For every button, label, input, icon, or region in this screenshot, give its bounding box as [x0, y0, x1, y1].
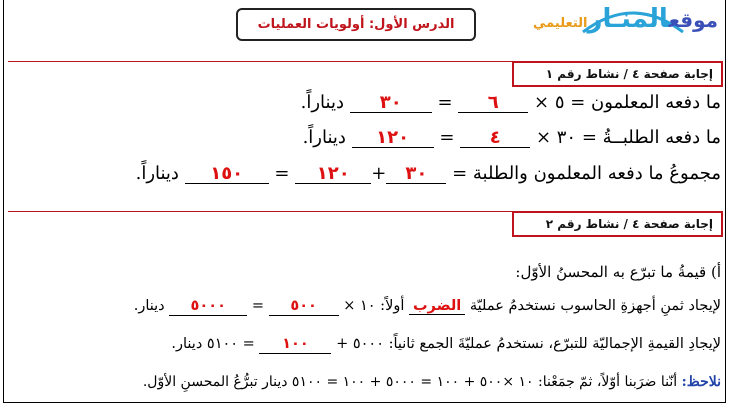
logo-text: [533, 4, 718, 34]
s1-line-1: [301, 92, 721, 114]
s2-l1-answer-2: ٥٠٠٠: [169, 297, 247, 316]
s2-l1-suffix: دينار.: [133, 298, 165, 314]
s2-line-1: [134, 295, 721, 317]
logo-part-1: موقع: [668, 8, 718, 32]
s1-l3-answer-2: ١٢٠: [295, 165, 371, 184]
logo-part-3: التعليمي: [533, 16, 588, 31]
s1-l3-prefix: مجموعُ ما دفعه المعلمون والطلبة =: [452, 163, 721, 184]
s2-note: [143, 371, 721, 393]
s1-l2-eq: =: [439, 127, 455, 148]
s1-line-2: [303, 127, 721, 149]
s1-l1-eq: =: [437, 92, 453, 113]
s2-l1-prefix: لإيجاد ثمنِ أجهزةِ الحاسوب نستخدمُ عمليّة: [469, 298, 721, 314]
s1-l3-answer-1: ٣٠: [386, 165, 446, 184]
section2-title-box: [512, 211, 723, 237]
s2-item-a-text: أ) قيمةُ ما تبرّع به المحسنُ الأوّل:: [515, 263, 721, 281]
s1-l3-suffix: ديناراً.: [135, 163, 179, 184]
s2-l1-mid: أولاً: ١٠ ×: [343, 298, 405, 314]
s1-l1-answer-1: ٦: [458, 94, 528, 113]
s1-line-3: [136, 163, 721, 185]
section1-divider: [8, 61, 513, 62]
s2-note-label: نلاحظ:: [681, 374, 721, 390]
s2-l1-operation: الضرب: [409, 298, 465, 315]
s1-l1-prefix: ما دفعه المعلمون = ٥ ×: [534, 92, 721, 113]
s2-l1-answer-1: ٥٠٠: [269, 297, 339, 316]
s2-l2-prefix: لإيجادِ القيمةِ الإجماليّة للتبرّع، نستخدمُ عمليّةَ الجمع ثانياً: ٥٠٠٠ +: [336, 336, 721, 352]
lesson-title: الدرس الأول: أولويات العمليات: [257, 17, 455, 32]
s2-l1-eq: =: [251, 298, 265, 314]
section1-title: إجابة صفحة ٤ / نشاط رقم ١: [545, 67, 713, 81]
s1-l3-answer-3: ١٥٠: [185, 165, 269, 184]
s1-l2-suffix: ديناراً.: [302, 127, 346, 148]
s1-l2-answer-1: ٤: [460, 129, 530, 148]
section2-divider: [8, 211, 513, 212]
lesson-title-box: [236, 8, 476, 41]
site-logo: [533, 2, 718, 42]
s1-l1-suffix: ديناراً.: [300, 92, 344, 113]
s1-l3-eq: =: [274, 163, 290, 184]
s2-l2-answer-1: ١٠٠: [259, 335, 331, 354]
s2-item-a: [515, 261, 721, 283]
s1-l2-prefix: ما دفعه الطلبــةُ = ٣٠ ×: [535, 127, 721, 148]
s2-line-2: [171, 333, 721, 355]
s1-l3-plus: +: [371, 163, 387, 184]
section1-title-box: [512, 61, 723, 87]
s1-l2-answer-2: ١٢٠: [352, 129, 434, 148]
logo-part-2: المنـار: [587, 4, 669, 34]
s1-l1-answer-2: ٣٠: [350, 94, 432, 113]
section2-title: إجابة صفحة ٤ / نشاط رقم ٢: [545, 217, 713, 231]
s2-note-text: أنّنا ضرَبنا أوّلاً، ثمّ جمَعْنا: ١٠ ×٥٠٠ + ١٠٠ = ٥٠٠٠ + ١٠٠ = ٥١٠٠ دينار تبرُّعُ المحسنِ الأوّل.: [142, 374, 678, 390]
s2-l2-suffix: = ٥١٠٠ دينار.: [171, 336, 255, 352]
